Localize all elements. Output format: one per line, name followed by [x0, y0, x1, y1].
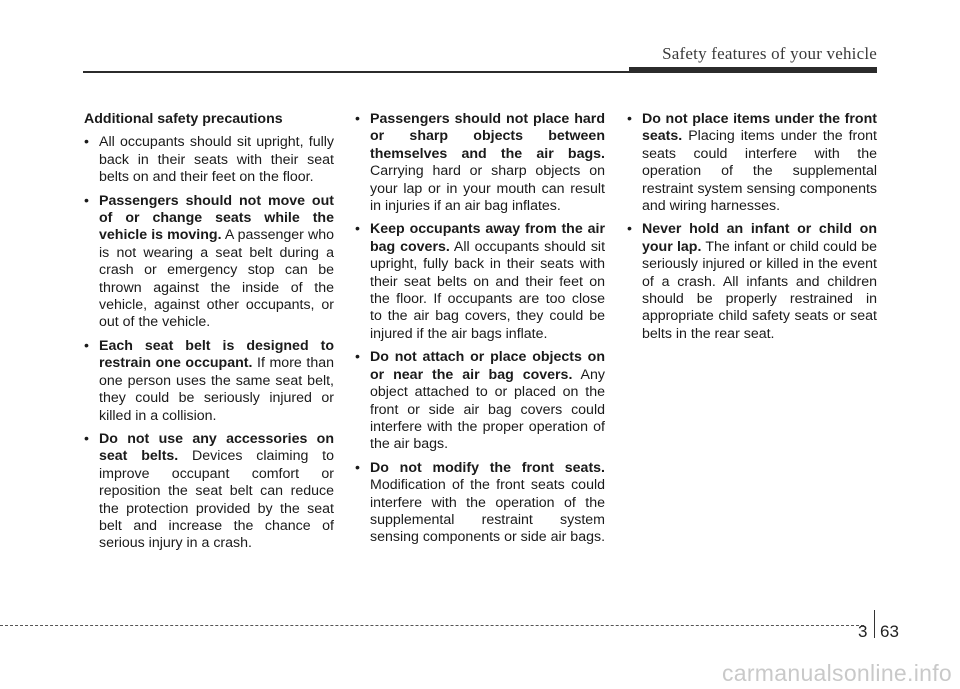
bullet-lead: Passengers should not move out of or change seats while the vehicle is moving.	[99, 192, 334, 244]
bullet-item	[627, 221, 877, 343]
bullet-text: If more than one person uses the same seat belt, they could be seriously injured or killed in a collision.	[99, 355, 334, 424]
bullet-item	[627, 111, 877, 215]
bullet-dot: •	[84, 192, 89, 209]
bullet-item	[84, 134, 334, 186]
bullet-item	[355, 349, 605, 453]
bullet-lead: Never hold an infant or child on your lap.	[642, 221, 877, 255]
page-number: 63	[880, 622, 899, 641]
bullet-lead: Keep occupants away from the air bag covers.	[370, 221, 605, 255]
column-middle	[355, 111, 605, 553]
bullet-lead: Do not attach or place objects on or near the air bag covers.	[370, 349, 605, 383]
bullet-text: All occupants should sit upright, fully back in their seats with their seat belts on and their feet on the floor.	[99, 134, 334, 186]
bullet-item	[84, 193, 334, 332]
bullet-item	[355, 111, 605, 215]
bullet-text: Placing items under the front seats could interfere with the operation of the supplemental restraint system sensing components and wiring harnesses.	[642, 128, 877, 215]
bullet-dot: •	[84, 430, 89, 447]
bullet-item	[84, 431, 334, 553]
chapter-number: 3	[858, 622, 868, 641]
bullet-lead: Passengers should not place hard or sharp objects between themselves and the air bags.	[370, 111, 605, 162]
header-accent-bar	[629, 67, 877, 73]
bullet-dot: •	[84, 337, 89, 354]
bullet-dot: •	[627, 221, 632, 238]
bullet-dot: •	[355, 349, 360, 366]
bullet-text: Carrying hard or sharp objects on your lap or in your mouth can result in injuries if an air bag inflates.	[370, 163, 605, 215]
bullet-lead: Do not modify the front seats.	[370, 459, 605, 476]
bullet-text: A passenger who is not wearing a seat belt during a crash or emergency stop can be thrown against the inside of the vehicle, against other occupants, or out of the vehicle.	[99, 227, 334, 331]
bullet-dot: •	[355, 111, 360, 127]
bullet-lead: Do not place items under the front seats.	[642, 111, 877, 145]
bullet-dot: •	[355, 221, 360, 238]
bullet-dot: •	[627, 111, 632, 127]
section-title: Safety features of your vehicle	[662, 44, 877, 63]
bullet-text: The infant or child could be seriously injured or killed in the event of a crash. All infants and children should be properly restrained in appropriate child safety seats or seat belts in the rear seat.	[642, 238, 877, 342]
bullet-text: All occupants should sit upright, fully back in their seats with their seat belts on and their feet on the floor. If occupants are too close to the air bag covers, they could be injured if the air bags inflate.	[370, 238, 606, 342]
watermark: carmanualsonline.info	[721, 660, 952, 686]
column-right	[627, 111, 877, 349]
footer-dashed-rule	[0, 625, 864, 626]
bullet-lead: Each seat belt is designed to restrain one occupant.	[99, 337, 334, 372]
bullet-dot: •	[355, 459, 360, 476]
bullet-text: Modification of the front seats could interfere with the operation of the supplemental restraint system sensing components or side air bags.	[370, 477, 606, 546]
section-heading: Additional safety precautions	[84, 111, 283, 127]
bullet-lead: Do not use any accessories on seat belts.	[99, 430, 334, 465]
header-rule	[83, 71, 629, 73]
footer-divider	[874, 610, 875, 638]
bullet-item	[84, 338, 334, 425]
bullet-item	[355, 221, 605, 343]
bullet-text: Any object attached to or placed on the front or side air bag covers could interfere with the proper operation of the air bags.	[370, 366, 605, 453]
bullet-dot: •	[84, 134, 89, 151]
column-left	[84, 111, 334, 559]
bullet-item	[355, 460, 605, 547]
bullet-text: Devices claiming to improve occupant comfort or reposition the seat belt can reduce the protection provided by the seat belt and increase the chance of serious injury in a crash.	[99, 448, 334, 552]
